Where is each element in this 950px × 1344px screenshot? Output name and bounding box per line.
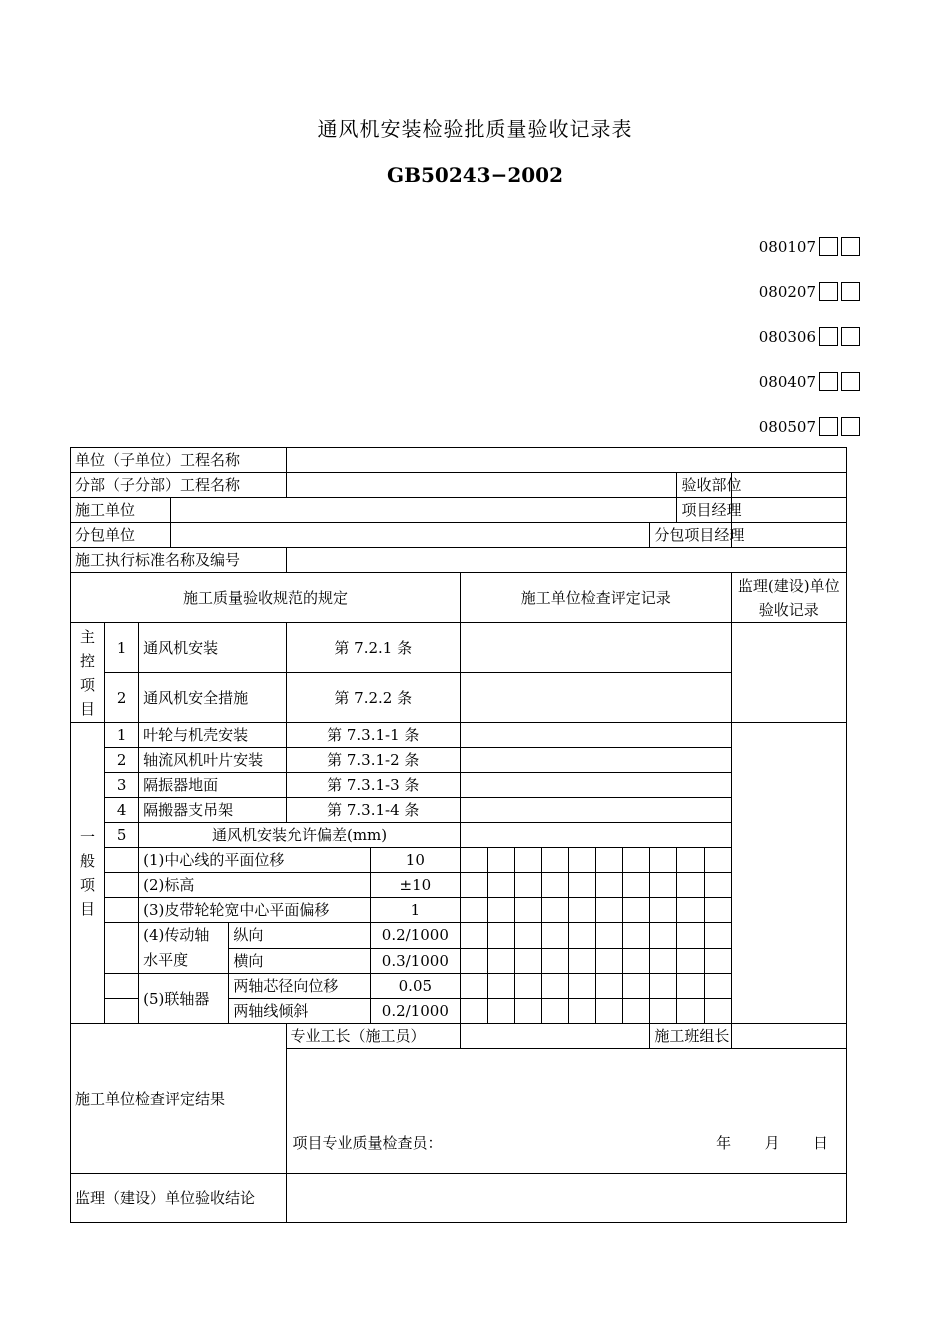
subcontract-unit-label: 分包单位 — [71, 523, 171, 548]
measure-cell[interactable] — [488, 923, 515, 949]
measure-cell[interactable] — [677, 948, 704, 974]
acceptance-part-label: 验收部位 — [677, 473, 731, 498]
checkbox[interactable] — [819, 237, 838, 256]
measure-cell[interactable] — [488, 848, 515, 873]
item-name: 通风机安全措施 — [139, 673, 286, 723]
measure-cell[interactable] — [623, 999, 650, 1024]
deviation-item: (4)传动轴水平度 — [139, 923, 229, 974]
measure-cell[interactable] — [515, 898, 542, 923]
supervision-conclusion-label: 监理（建设）单位验收结论 — [71, 1174, 287, 1223]
measure-cell[interactable] — [596, 848, 623, 873]
check-result-field[interactable] — [286, 1049, 846, 1174]
measure-cell[interactable] — [542, 974, 569, 999]
measure-cell[interactable] — [488, 948, 515, 974]
measure-cell[interactable] — [542, 873, 569, 898]
checkbox[interactable] — [841, 237, 860, 256]
measure-cell[interactable] — [650, 974, 677, 999]
measure-cell[interactable] — [704, 948, 731, 974]
measure-cell[interactable] — [704, 974, 731, 999]
deviation-title: 通风机安装允许偏差(mm) — [139, 823, 461, 848]
deviation-value: 0.2/1000 — [370, 999, 460, 1024]
measure-cell[interactable] — [515, 999, 542, 1024]
sub-project-field[interactable] — [286, 473, 677, 498]
deviation-value: 0.3/1000 — [370, 948, 460, 974]
item-name: 隔振器地面 — [139, 773, 286, 798]
measure-cell[interactable] — [650, 873, 677, 898]
measure-cell[interactable] — [650, 848, 677, 873]
measure-cell[interactable] — [650, 948, 677, 974]
project-manager-label: 项目经理 — [677, 498, 731, 523]
item-clause: 第 7.2.1 条 — [286, 623, 460, 673]
deviation-subitem: 横向 — [229, 948, 370, 974]
check-header: 施工单位检查评定记录 — [460, 573, 731, 623]
blank-cell — [105, 848, 139, 873]
measure-cell[interactable] — [515, 974, 542, 999]
measure-cell[interactable] — [677, 898, 704, 923]
measure-cell[interactable] — [460, 999, 487, 1024]
year-label: 年 — [716, 1134, 732, 1152]
check-result-label: 施工单位检查评定结果 — [71, 1024, 287, 1174]
checkbox[interactable] — [819, 372, 838, 391]
deviation-subitem: 两轴芯径向位移 — [229, 974, 370, 999]
measure-cell[interactable] — [623, 974, 650, 999]
deviation-item: (1)中心线的平面位移 — [139, 848, 371, 873]
measure-cell[interactable] — [623, 873, 650, 898]
measure-cell[interactable] — [704, 999, 731, 1024]
checkbox[interactable] — [841, 372, 860, 391]
item-name: 叶轮与机壳安装 — [139, 723, 286, 748]
checkbox[interactable] — [841, 282, 860, 301]
deviation-value: 0.2/1000 — [370, 923, 460, 949]
deviation-value: 1 — [370, 898, 460, 923]
measure-cell[interactable] — [677, 923, 704, 949]
supervision-header: 监理(建设)单位验收记录 — [731, 573, 846, 623]
measure-cell[interactable] — [569, 948, 596, 974]
item-no: 1 — [105, 723, 139, 748]
blank-cell — [105, 873, 139, 898]
measure-cell[interactable] — [542, 999, 569, 1024]
measure-cell[interactable] — [488, 999, 515, 1024]
item-no: 4 — [105, 798, 139, 823]
item-check-field[interactable] — [460, 773, 731, 798]
checkbox[interactable] — [841, 417, 860, 436]
code-row — [759, 314, 860, 359]
inspector-label: 项目专业质量检查员： — [292, 1134, 443, 1152]
subcontract-manager-label: 分包项目经理 — [650, 523, 731, 548]
checkbox[interactable] — [819, 417, 838, 436]
team-leader-label: 施工班组长 — [650, 1024, 731, 1049]
measure-cell[interactable] — [569, 923, 596, 949]
standard-number: GB50243−2002 — [387, 163, 563, 187]
measure-cell[interactable] — [569, 873, 596, 898]
measure-cell[interactable] — [515, 873, 542, 898]
measure-cell[interactable] — [460, 923, 487, 949]
item-no: 3 — [105, 773, 139, 798]
measure-cell[interactable] — [596, 948, 623, 974]
code-list — [759, 224, 860, 449]
measure-cell[interactable] — [515, 948, 542, 974]
measure-cell[interactable] — [623, 923, 650, 949]
foreman-label: 专业工长（施工员） — [286, 1024, 460, 1049]
inspector-line — [287, 1133, 846, 1153]
deviation-item: (2)标高 — [139, 873, 371, 898]
subcontract-unit-field[interactable] — [171, 523, 650, 548]
blank-cell — [105, 898, 139, 923]
acceptance-part-field[interactable] — [731, 473, 846, 498]
code-row — [759, 359, 860, 404]
code-row — [759, 404, 860, 449]
measure-cell[interactable] — [460, 974, 487, 999]
measure-cell[interactable] — [515, 848, 542, 873]
unit-project-label: 单位（子单位）工程名称 — [71, 448, 287, 473]
supervision-conclusion-field[interactable] — [286, 1174, 846, 1223]
measure-cell[interactable] — [677, 999, 704, 1024]
blank-cell — [105, 923, 139, 974]
code-label: 080407 — [758, 372, 816, 391]
measure-cell[interactable] — [596, 999, 623, 1024]
date-labels — [716, 1133, 828, 1153]
measure-cell[interactable] — [677, 848, 704, 873]
code-row — [759, 224, 860, 269]
item-clause: 第 7.2.2 条 — [286, 673, 460, 723]
deviation-value: 0.05 — [370, 974, 460, 999]
page-title: 通风机安装检验批质量验收记录表 — [317, 117, 633, 141]
month-label: 月 — [764, 1134, 780, 1152]
team-leader-field[interactable] — [731, 1024, 846, 1049]
measure-cell[interactable] — [650, 999, 677, 1024]
item-no: 2 — [105, 748, 139, 773]
construction-unit-field[interactable] — [171, 498, 677, 523]
measure-cell[interactable] — [650, 923, 677, 949]
subcontract-manager-field[interactable] — [731, 523, 846, 548]
sub-project-label: 分部（子分部）工程名称 — [71, 473, 287, 498]
measure-cell[interactable] — [488, 898, 515, 923]
measure-cell[interactable] — [704, 923, 731, 949]
blank-cell — [105, 974, 139, 999]
standard-name-field[interactable] — [286, 548, 846, 573]
code-row — [759, 269, 860, 314]
standard-name-label: 施工执行标准名称及编号 — [71, 548, 287, 573]
item-check-field[interactable] — [460, 748, 731, 773]
item-no: 2 — [105, 673, 139, 723]
measure-cell[interactable] — [488, 974, 515, 999]
measure-cell[interactable] — [542, 923, 569, 949]
measure-cell[interactable] — [569, 999, 596, 1024]
deviation-item: (3)皮带轮轮宽中心平面偏移 — [139, 898, 371, 923]
day-label: 日 — [812, 1134, 828, 1152]
item-name: 隔搬器支吊架 — [139, 798, 286, 823]
deviation-value: 10 — [370, 848, 460, 873]
measure-cell[interactable] — [596, 923, 623, 949]
measure-cell[interactable] — [596, 898, 623, 923]
item-check-field[interactable] — [460, 823, 731, 848]
item-clause: 第 7.3.1-2 条 — [286, 748, 460, 773]
deviation-subitem: 两轴线倾斜 — [229, 999, 370, 1024]
main-supervision-field[interactable] — [731, 623, 846, 723]
item-check-field[interactable] — [460, 673, 731, 723]
measure-cell[interactable] — [704, 898, 731, 923]
general-supervision-field[interactable] — [731, 723, 846, 1024]
checkbox[interactable] — [841, 327, 860, 346]
measure-cell[interactable] — [542, 898, 569, 923]
main-control-label: 主控项目 — [71, 623, 105, 723]
item-no: 1 — [105, 623, 139, 673]
measure-cell[interactable] — [460, 848, 487, 873]
measure-cell[interactable] — [704, 873, 731, 898]
measure-cell[interactable] — [460, 898, 487, 923]
checkbox[interactable] — [819, 327, 838, 346]
code-label: 080207 — [758, 282, 816, 301]
measure-cell[interactable] — [677, 974, 704, 999]
item-no: 5 — [105, 823, 139, 848]
measure-cell[interactable] — [460, 948, 487, 974]
project-manager-field[interactable] — [731, 498, 846, 523]
general-label: 一般项目 — [71, 723, 105, 1024]
measure-cell[interactable] — [569, 974, 596, 999]
measure-cell[interactable] — [515, 923, 542, 949]
inspection-form — [70, 447, 847, 1223]
deviation-item: (5)联轴器 — [139, 974, 229, 1024]
measure-cell[interactable] — [542, 848, 569, 873]
measure-cell[interactable] — [596, 873, 623, 898]
code-label: 080107 — [758, 237, 816, 256]
measure-cell[interactable] — [569, 898, 596, 923]
item-name: 轴流风机叶片安装 — [139, 748, 286, 773]
item-check-field[interactable] — [460, 798, 731, 823]
item-clause: 第 7.3.1-1 条 — [286, 723, 460, 748]
measure-cell[interactable] — [650, 898, 677, 923]
measure-cell[interactable] — [623, 848, 650, 873]
deviation-value: ±10 — [370, 873, 460, 898]
measure-cell[interactable] — [569, 848, 596, 873]
construction-unit-label: 施工单位 — [71, 498, 171, 523]
item-name: 通风机安装 — [139, 623, 286, 673]
item-check-field[interactable] — [460, 723, 731, 748]
measure-cell[interactable] — [542, 948, 569, 974]
measure-cell[interactable] — [460, 873, 487, 898]
measure-cell[interactable] — [488, 873, 515, 898]
measure-cell[interactable] — [677, 873, 704, 898]
checkbox[interactable] — [819, 282, 838, 301]
item-check-field[interactable] — [460, 623, 731, 673]
deviation-subitem: 纵向 — [229, 923, 370, 949]
item-clause: 第 7.3.1-3 条 — [286, 773, 460, 798]
measure-cell[interactable] — [623, 898, 650, 923]
blank-cell — [105, 999, 139, 1024]
unit-project-field[interactable] — [286, 448, 846, 473]
item-clause: 第 7.3.1-4 条 — [286, 798, 460, 823]
code-label: 080507 — [758, 417, 816, 436]
measure-cell[interactable] — [596, 974, 623, 999]
code-label: 080306 — [758, 327, 816, 346]
measure-cell[interactable] — [623, 948, 650, 974]
measure-cell[interactable] — [704, 848, 731, 873]
foreman-field[interactable] — [460, 1024, 649, 1049]
spec-header: 施工质量验收规范的规定 — [71, 573, 461, 623]
